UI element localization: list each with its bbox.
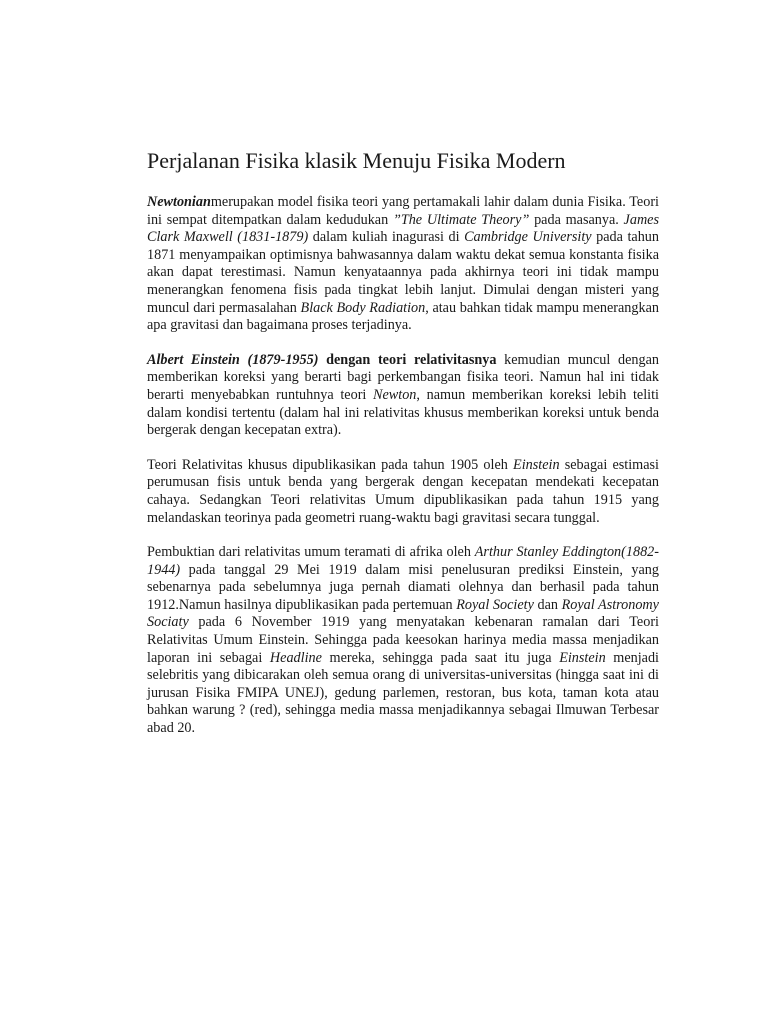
paragraph-pembuktian [147, 544, 659, 738]
text-span: dan [533, 596, 562, 613]
name-royal-society: Royal Society [456, 596, 534, 613]
paragraph-newtonian [147, 194, 659, 335]
term-newtonian [147, 194, 211, 210]
text-span: menjadi selebritis yang dibicarakan oleh semua orang di universitas-universitas (hingga saat ini di jurusan Fisika FMIPA UNEJ), gedung parlemen, restoran, bus kota, taman kota atau bahkan warung ? (red), sehingga media massa menjadikannya sebagai Ilmuwan Terbesar abad 20. [147, 649, 660, 737]
term-black-body: Black Body Radiation [300, 299, 426, 316]
term-headline: Headline [269, 649, 322, 666]
name-newton: Newton [373, 386, 417, 403]
text-span: Pembuktian dari relativitas umum teramati di afrika oleh [147, 544, 475, 561]
name-einstein: Einstein [513, 456, 560, 473]
document-page [147, 146, 659, 755]
paragraph-teori-relativitas [147, 457, 659, 527]
text-span: merupakan model fisika teori yang pertamakali lahir dalam dunia Fisika. Teori ini sempat ditempatkan dalam kedudukan [147, 194, 659, 228]
text-span: pada tahun 1871 menyampaikan optimisnya bahwasannya dalam waktu dekat semua konstanta fisika akan dapat terestimasi. Namun kenyataannya pada akhirnya teori ini tidak mampu menerangkan fenomena fisis pada tingkat lebih lanjut. Dimulai dengan misteri yang muncul dari permasalahan [147, 229, 659, 316]
name-einstein: Albert Einstein (1879-1955) [147, 351, 319, 368]
text-span: sebagai estimasi perumusan fisis untuk benda yang bergerak dengan kecepatan mendekati kecepatan cahaya. Sedangkan Teori relativitas Umum dipublikasikan pada tahun 1915 yang melandaskan teorinya pada geometri ruang-waktu bagi gravitasi secara tunggal. [147, 456, 659, 526]
text-span: kemudian muncul dengan memberikan koreksi yang berarti bagi perkembangan fisika teori. Namun hal ini tidak berarti menyebabkan runtuhnya teori [147, 351, 659, 403]
name-royal-astronomy: Royal Astronomy Sociaty [147, 596, 659, 631]
text-span: mereka, sehingga pada saat itu juga [321, 649, 560, 666]
text-span: , namun memberikan koreksi lebih teliti dalam kondisi tertentu (dalam hal ini relativitas khusus memberikan koreksi untuk benda bergerak dengan kecepatan extra). [147, 386, 659, 439]
document-title: Perjalanan Fisika klasik Menuju Fisika Modern [147, 148, 566, 173]
name-einstein: Einstein [559, 649, 606, 666]
name-eddington: Arthur Stanley Eddington(1882-1944) [147, 544, 659, 578]
text-span: pada 6 November 1919 yang menyatakan kebenaran ramalan dari Teori Relativitas Umum Einstein. Sehingga pada keesokan harinya media massa menjadikan laporan ini sebagai [147, 614, 659, 666]
name-cambridge: Cambridge University [464, 229, 592, 246]
term-relativitas: dengan teori relativitasnya [318, 351, 497, 368]
text-span: pada tanggal 29 Mei 1919 dalam misi penelusuran prediksi Einstein, yang sebenarnya pada sebelumnya juga pernah diamati olehnya dan berhasil pada tahun 1912.Namun hasilnya dipublikasikan pada pertemuan [147, 561, 659, 613]
term-newtonian-text: Newtonian [147, 194, 211, 210]
text-span: pada masanya. [529, 211, 624, 228]
text-span: , atau bahkan tidak mampu menerangkan apa gravitasi dan bagaimana proses terjadinya. [147, 299, 659, 334]
text-span: dalam kuliah inagurasi di [308, 229, 465, 246]
quote-ultimate-theory: ”The Ultimate Theory” [392, 211, 530, 228]
text-span: Teori Relativitas khusus dipublikasikan pada tahun 1905 oleh [147, 456, 514, 473]
heading-einstein [147, 352, 496, 368]
paragraph-einstein [147, 352, 659, 440]
name-maxwell: James Clark Maxwell (1831-1879) [147, 211, 660, 246]
